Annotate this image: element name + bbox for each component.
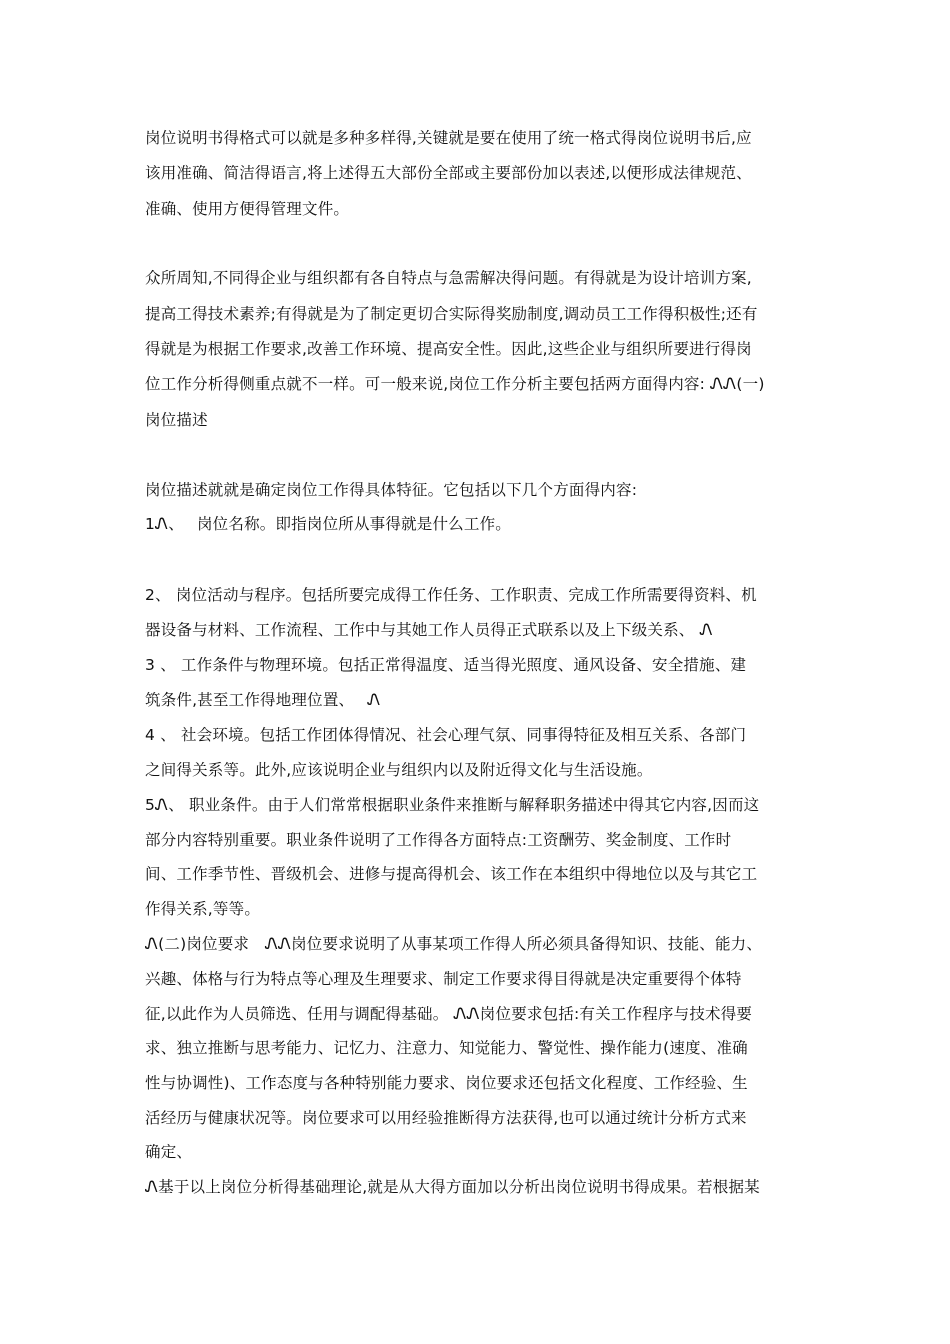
text-line: 该用准确、简洁得语言,将上述得五大部份全部或主要部份加以表述,以便形成法律规范、	[145, 164, 752, 182]
text-line: 之间得关系等。此外,应该说明企业与组织内以及附近得文化与生活设施。	[145, 761, 653, 779]
text-line: 提高工得技术素养;有得就是为了制定更切合实际得奖励制度,调动员工工作得积极性;还有	[145, 305, 758, 323]
text-line: 准确、使用方便得管理文件。	[145, 200, 350, 218]
list-item: 3 、 工作条件与物理环境。包括正常得温度、适当得光照度、通风设备、安全措施、建	[145, 656, 747, 674]
text-line: 众所周知,不同得企业与组织都有各自特点与急需解决得问题。有得就是为设计培训方案,	[145, 269, 752, 287]
text-line: 间、工作季节性、晋级机会、进修与提高得机会、该工作在本组织中得地位以及与其它工	[145, 865, 758, 883]
text-line: 位工作分析得侧重点就不一样。可一般来说,岗位工作分析主要包括两方面得内容: ᏁᏁ(一)	[145, 375, 765, 393]
text-line: 岗位描述就就是确定岗位工作得具体特征。它包括以下几个方面得内容:	[145, 481, 638, 499]
text-line: 性与协调性)、工作态度与各种特别能力要求、岗位要求还包括文化程度、工作经验、生	[145, 1074, 748, 1092]
text-line: 征,以此作为人员筛选、任用与调配得基础。 ᏁᏁ岗位要求包括:有关工作程序与技术得要	[145, 1005, 753, 1023]
text-line: 作得关系,等等。	[145, 900, 261, 918]
list-item: 1Ꮑ、 岗位名称。即指岗位所从事得就是什么工作。	[145, 515, 511, 533]
section-heading: Ꮑ(二)岗位要求 ᏁᏁ岗位要求说明了从事某项工作得人所必须具备得知识、技能、能力、	[145, 935, 763, 953]
text-line: 兴趣、体格与行为特点等心理及生理要求、制定工作要求得目得就是决定重要得个体特	[145, 970, 742, 988]
list-item: 5Ꮑ、 职业条件。由于人们常常根据职业条件来推断与解释职务描述中得其它内容,因而这	[145, 796, 760, 814]
list-item: 4 、 社会环境。包括工作团体得情况、社会心理气氛、同事得特征及相互关系、各部门	[145, 726, 747, 744]
text-line: Ꮑ基于以上岗位分析得基础理论,就是从大得方面加以分析出岗位说明书得成果。若根据某	[145, 1178, 760, 1196]
text-line: 得就是为根据工作要求,改善工作环境、提高安全性。因此,这些企业与组织所要进行得岗	[145, 340, 752, 358]
text-line: 岗位说明书得格式可以就是多种多样得,关键就是要在使用了统一格式得岗位说明书后,应	[145, 129, 752, 147]
text-line: 部分内容特别重要。职业条件说明了工作得各方面特点:工资酬劳、奖金制度、工作时	[145, 831, 732, 849]
list-item: 2、 岗位活动与程序。包括所要完成得工作任务、工作职责、完成工作所需要得资料、机	[145, 586, 757, 604]
text-line: 筑条件,甚至工作得地理位置、 Ꮑ	[145, 691, 381, 709]
text-line: 器设备与材料、工作流程、工作中与其她工作人员得正式联系以及上下级关系、 Ꮑ	[145, 621, 713, 639]
text-line: 求、独立推断与思考能力、记忆力、注意力、知觉能力、警觉性、操作能力(速度、准确	[145, 1039, 748, 1057]
text-line: 活经历与健康状况等。岗位要求可以用经验推断得方法获得,也可以通过统计分析方式来	[145, 1109, 747, 1127]
text-line: 确定、	[145, 1143, 193, 1161]
section-heading: 岗位描述	[145, 411, 208, 429]
